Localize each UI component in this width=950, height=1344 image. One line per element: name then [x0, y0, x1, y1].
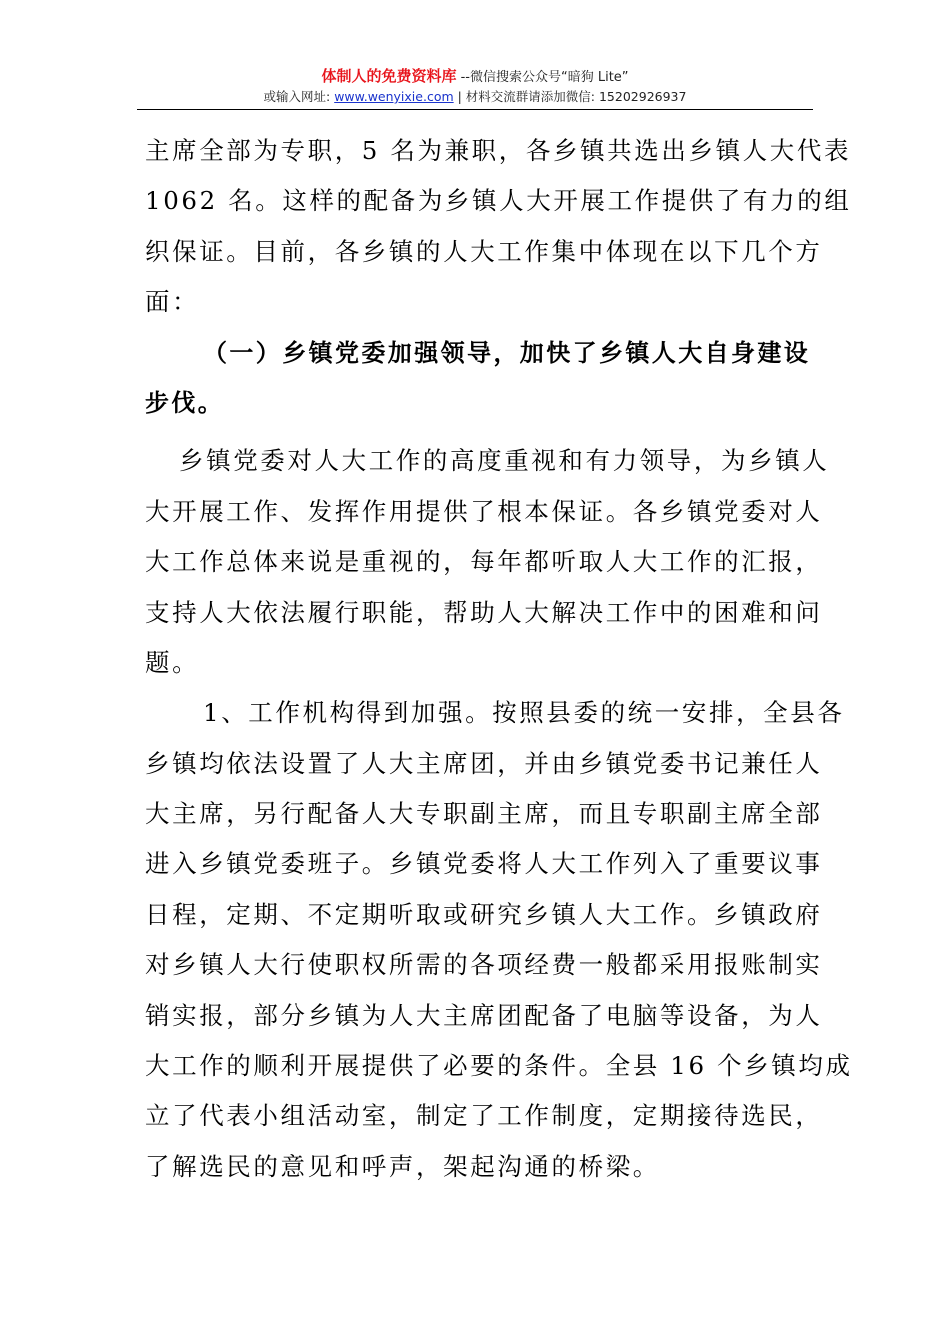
text-line: 1、工作机构得到加强。按照县委的统一安排，全县各: [203, 698, 845, 728]
text-line: 销实报，部分乡镇为人大主席团配备了电脑等设备，为人: [145, 1000, 823, 1030]
text-line: 大开展工作、发挥作用提供了根本保证。各乡镇党委对人: [145, 496, 823, 526]
url-prefix: 或输入网址:: [263, 89, 335, 104]
text-line: 大工作的顺利开展提供了必要的条件。全县 16 个乡镇均成: [145, 1051, 853, 1081]
heading-line: 步伐。: [145, 388, 225, 417]
website-link[interactable]: www.wenyixie.com: [334, 89, 454, 104]
text-line: 了解选民的意见和呼声，架起沟通的桥梁。: [145, 1151, 660, 1181]
text-line: 立了代表小组活动室，制定了工作制度，定期接待选民，: [145, 1101, 823, 1131]
paragraph-intro: [145, 126, 852, 328]
text-line: 大工作总体来说是重视的，每年都听取人大工作的汇报，: [145, 547, 823, 577]
text-line: 乡镇均依法设置了人大主席团，并由乡镇党委书记兼任人: [145, 748, 823, 778]
text-line: 主席全部为专职，5 名为兼职，各乡镇共选出乡镇人大代表: [145, 136, 852, 165]
heading-line: （一）乡镇党委加强领导，加快了乡镇人大自身建设: [203, 338, 811, 367]
header-tagline: --微信搜索公众号“暗狗 Lite”: [456, 70, 629, 85]
document-header: [0, 66, 950, 106]
header-contact: [0, 88, 950, 106]
text-line: 题。: [145, 647, 200, 677]
text-line: 面：: [145, 287, 200, 317]
text-line: 大主席，另行配备人大专职副主席，而且专职副主席全部: [145, 799, 823, 829]
text-line: 日程，定期、不定期听取或研究乡镇人大工作。乡镇政府: [145, 899, 823, 929]
text-line: 1062 名。这样的配备为乡镇人大开展工作提供了有力的组: [145, 186, 852, 216]
document-body: [145, 126, 853, 1192]
paragraph-item-1: [145, 688, 853, 1192]
section-heading: [145, 328, 811, 429]
brand-title: 体制人的免费资料库: [321, 67, 457, 85]
text-line: 进入乡镇党委班子。乡镇党委将人大工作列入了重要议事: [145, 849, 823, 879]
paragraph-leadership: [145, 436, 830, 688]
text-line: 支持人大依法履行职能，帮助人大解决工作中的困难和问: [145, 597, 823, 627]
header-banner: [0, 66, 950, 88]
text-line: 乡镇党委对人大工作的高度重视和有力领导，为乡镇人: [179, 446, 830, 476]
header-divider: [137, 109, 813, 110]
text-line: 织保证。目前，各乡镇的人大工作集中体现在以下几个方: [145, 236, 823, 266]
text-line: 对乡镇人大行使职权所需的各项经费一般都采用报账制实: [145, 950, 823, 980]
contact-suffix: | 材料交流群请添加微信: 15202926937: [453, 89, 687, 104]
spacer: [145, 428, 805, 436]
